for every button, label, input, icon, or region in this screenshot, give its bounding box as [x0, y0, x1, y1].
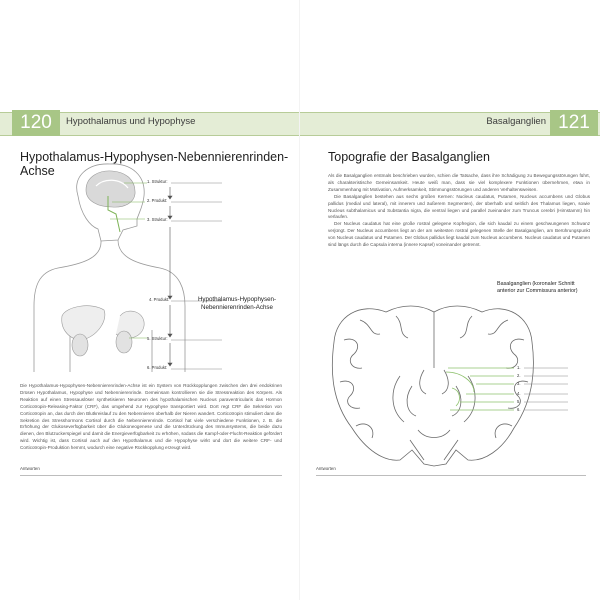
brain-outline [332, 306, 533, 466]
answers-label: Antworten [316, 466, 336, 471]
running-head: Basalganglien [486, 116, 546, 127]
body-paragraph: Die Hypothalamus-Hypophysen-Nebennierenrinden-Achse ist ein System von Rückkopplungen zwischen den drei endokrinen Drüsen Hypothalamus, Hypophyse und Nebennierenrinde. Gemeinsam kontrollieren sie die Stressreaktion des Körpers. Als Reaktion auf einen Stressauslöser synthetisieren Neuronen des hypothalamischen Nucleus paraventricularis das Hormon Corticotropin-Releasing-Faktor (CRF), das umgehend zur Hypophyse transportiert wird. Dort regt CRF die Sekretion von Corticotropin an, das durch den Blutkreislauf zu den Nebennieren oberhalb der Nieren wandert. Corticotropin stimuliert dann die Sekretion des Stresshormons Cortisol durch die Nebennierenrinde. Cortisol hat viele verschiedene Funktionen, z. B. die Erhöhung der Glukoseverfügbarkeit über die Glukoneogenese und die Unterdrückung des Immunsystems, die beide dazu dienen, den Blutzuckerspiegel und damit die Energieverfügbarkeit zu erhöhen, sodass die Kampf-oder-Flucht-Reaktion gefördert wird. Wichtig ist, dass Cortisol auch auf den Hypothalamus und die Hypophyse wirkt und dort die weitere CRF- und Corticotropin-Produktion hemmt, wodurch eine negative Rückkopplung erzeugt wird. [20, 383, 282, 451]
page-number: 120 [12, 110, 60, 136]
figure-label-1: 1. [517, 365, 521, 370]
diagram-label-3: 3. Struktur: [147, 217, 168, 222]
diagram-label-1: 1. Struktur: [147, 179, 168, 184]
diagram-label-2: 2. Produkt: [147, 198, 168, 203]
answers-label: Antworten [20, 466, 40, 471]
diagram-label-4: 4. Produkt: [149, 297, 170, 302]
figure-label-4: 4. [517, 391, 521, 396]
torso-outline [34, 240, 185, 372]
diagram-label-6: 6. Produkt: [147, 365, 168, 370]
running-head: Hypothalamus und Hypophyse [66, 116, 196, 127]
page-title: Topografie der Basalganglien [328, 150, 490, 164]
diagram-label-5: 5. Struktur: [147, 336, 168, 341]
figure-caption: Basalganglien (koronaler Schnitt anterior zur Commissura anterior) [497, 281, 578, 295]
figure-label-6: 6. [517, 407, 521, 412]
page-number: 121 [550, 110, 598, 136]
kidney-left [72, 334, 88, 356]
diagram-caption: Hypothalamus-Hypophysen-Nebennierenrinden-Achse [197, 296, 277, 311]
hpa-axis-diagram [0, 0, 300, 380]
answers-line [316, 475, 586, 476]
figure-label-2: 2. [517, 373, 521, 378]
kidney-right [116, 331, 132, 353]
body-text [328, 173, 590, 249]
body-text [20, 383, 282, 452]
brain-shape [86, 171, 135, 207]
body-paragraph-1: Als die Basalganglien erstmals beschrieben wurden, schien die Tatsache, dass ihre Schädigung zu Bewegungsstörungen führt, als charakteristische Gemeinsamkeit. Heute weiß man, dass sie viel komplexere Funktionen übernehmen, etwa in Zusammenhang mit Motivation, Aufmerksamkeit, Stimmungsstörungen und anderen Verhaltensweisen. [328, 173, 590, 192]
page-title: Hypothalamus-Hypophysen-Nebennierenrinden-Achse [20, 150, 289, 178]
answers-line [20, 475, 282, 476]
figure-label-3: 3. [517, 381, 521, 386]
body-paragraph-2: Die Basalganglien bestehen aus sechs großen Kernen: Nucleus caudatus, Putamen, Nucleus accumbens und Globus pallidus (medial und lateral), mit innerem und äußerem Segmenten), der überhalb und seitlich des Thalamus liegen, sowie Nucleus subthalamicus und Substantia nigra, die ventral liegen und parallel zueinander zum Truncus cerebri (Hirnstamm) hin verlaufen. [328, 193, 590, 220]
right-page [300, 0, 600, 600]
basal-ganglia-diagram [300, 290, 600, 490]
figure-label-5: 5. [517, 399, 521, 404]
body-paragraph-3: Der Nucleus caudatus hat eine große rostral gelegene Kopfregion, die sich kaudal zu einem geschwungenen Schwanz verjüngt. Der Nucleus accumbens liegt an der am weitesten rostral gelegenen Stelle der Basalganglien, am Berührungspunkt von Nucleus caudatus und Putamen. Der Globus pallidus liegt kaudal zum Nucleus accumbens. Nucleus caudatus und Putamen sind längs durch die Capsula interna (innere Kapsel) voneinander getrennt. [328, 221, 590, 248]
